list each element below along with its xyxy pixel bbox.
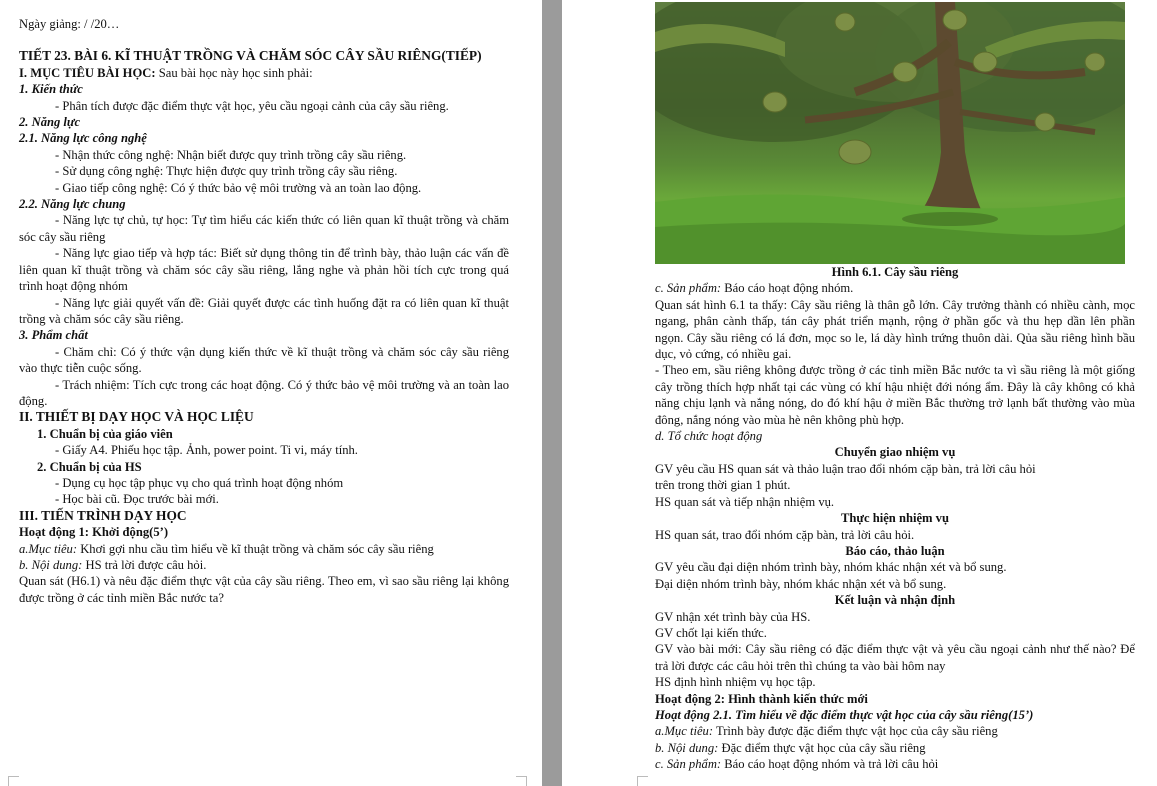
activity-2-1-heading: Hoạt động 2.1. Tìm hiểu về đặc điểm thực vật học của cây sầu riêng(15’)	[655, 707, 1034, 722]
activity-1-heading: Hoạt động 1: Khởi động(5’)	[19, 525, 169, 540]
assign-line: trên trong thời gian 1 phút.	[655, 478, 791, 493]
competence-heading: 2. Năng lực	[19, 115, 81, 130]
right-column	[655, 0, 1135, 773]
reason-paragraph: - Theo em, sầu riêng không được trồng ở các tỉnh miền Bắc nước ta vì sầu riêng là một giống cây trồng thích hợp nhất tại các vùng có khí hậu nhiệt đới nóng ẩm. Đây là cây không có khả năng chịu lạnh và nắng nóng, do đó khí hậu ở miền Bắc thường trở lạnh bất thường vào mùa đông, nắng nóng vào mùa hè nên không phù hợp.	[655, 363, 1135, 427]
conclude-line: HS định hình nhiệm vụ học tập.	[655, 675, 816, 690]
product-line	[655, 280, 1135, 296]
product-label: c. Sản phẩm:	[655, 281, 722, 296]
crop-mark	[637, 776, 648, 786]
observation-paragraph: Quan sát hình 6.1 ta thấy: Cây sầu riêng là thân gỗ lớn. Cây trưởng thành có nhiều cành, mọc ngang, phân cành thấp, tán cây phát triển mạnh, rộng ở phần gốc và thu hẹp dần lên phần ngọn. Cây sầu riêng có lá đơn, mọc so le, lá dày hình trứng thuôn dài. Qủa sầu riêng hình bầu dục, vỏ cứng, có nhiều gai.	[655, 297, 1135, 362]
knowledge-item: - Phân tích được đặc điểm thực vật học, yêu cầu ngoại cảnh của cây sầu riêng.	[55, 98, 449, 113]
crop-mark	[8, 776, 19, 786]
product-text: Báo cáo hoạt động nhóm.	[721, 281, 854, 296]
student-prep-item: - Dụng cụ học tập phục vụ cho quá trình hoạt động nhóm	[55, 475, 344, 490]
left-column	[19, 0, 509, 606]
report-heading: Báo cáo, thảo luận	[845, 543, 945, 558]
section-1-heading: I. MỤC TIÊU BÀI HỌC:	[19, 65, 156, 80]
student-prep-item: - Học bài cũ. Đọc trước bài mới.	[55, 492, 219, 507]
conclude-line: GV chốt lại kiến thức.	[655, 625, 767, 640]
teacher-prep-heading: 1. Chuẩn bị của giáo viên	[37, 426, 173, 441]
right-page	[562, 0, 1157, 786]
general-competence-heading: 2.2. Năng lực chung	[19, 197, 126, 212]
quality-item: - Chăm chỉ: Có ý thức vận dụng kiến thức về kĩ thuật trồng và chăm sóc cây sầu riêng vào thực tiễn cuộc sống.	[19, 344, 509, 376]
section-3-heading: III. TIẾN TRÌNH DẠY HỌC	[19, 507, 187, 523]
knowledge-heading: 1. Kiến thức	[19, 82, 83, 97]
conclude-line: GV nhận xét trình bày của HS.	[655, 609, 811, 624]
activity-1-goal-label: a.Mục tiêu:	[19, 541, 78, 556]
conclude-heading: Kết luận và nhận định	[834, 593, 956, 608]
activity-2-1-content-text: Đặc điểm thực vật học của cây sầu riêng	[718, 740, 926, 755]
organization-label: d. Tổ chức hoạt động	[655, 429, 763, 444]
tech-competence-item: - Giao tiếp công nghệ: Có ý thức bảo vệ môi trường và an toàn lao động.	[55, 180, 422, 195]
assign-line: HS quan sát và tiếp nhận nhiệm vụ.	[655, 494, 835, 509]
general-competence-item: - Năng lực giải quyết vấn đề: Giải quyết được các tình huống đặt ra có liên quan kĩ thuật trồng và chăm sóc cây sầu riêng.	[19, 295, 509, 326]
activity-2-1-product-label: c. Sản phẩm:	[655, 757, 722, 772]
activity-1-goal	[19, 541, 509, 557]
activity-2-1-goal	[655, 723, 1135, 739]
activity-2-1-product-text: Báo cáo hoạt động nhóm và trả lời câu hỏi	[721, 757, 939, 772]
activity-1-content-label: b. Nội dung:	[19, 558, 83, 572]
durian-tree-illustration	[655, 2, 1125, 264]
activity-1-content	[19, 557, 509, 573]
section-1-intro: Sau bài học này học sinh phải:	[155, 65, 313, 80]
tech-competence-heading: 2.1. Năng lực công nghệ	[19, 131, 147, 146]
durian-tree-image	[655, 2, 1125, 264]
quality-item: - Trách nhiệm: Tích cực trong các hoạt động. Có ý thức bảo vệ môi trường và an toàn lao động.	[19, 377, 509, 408]
tech-competence-item: - Sử dụng công nghệ: Thực hiện được quy trình trồng cây sầu riêng.	[55, 164, 398, 179]
lesson-title: TIẾT 23. BÀI 6. KĨ THUẬT TRỒNG VÀ CHĂM SÓC CÂY SẦU RIÊNG(TIẾP)	[19, 48, 482, 64]
general-competence-item: - Năng lực giao tiếp và hợp tác: Biết sử dụng thông tin để trình bày, thảo luận các vấn đề liên quan kĩ thuật trồng và chăm sóc cây sầu riêng, lắng nghe và phản hồi tích cực trong quá trình hoạt động nhóm	[19, 246, 509, 294]
activity-2-1-content	[655, 740, 1135, 756]
assign-heading: Chuyển giao nhiệm vụ	[834, 445, 956, 460]
activity-2-1-goal-label: a.Mục tiêu:	[655, 724, 714, 739]
crop-mark	[516, 776, 527, 786]
activity-2-1-product	[655, 756, 1135, 772]
left-page	[0, 0, 542, 786]
activity-2-1-content-label: b. Nội dung:	[655, 740, 719, 755]
activity-1-content-text: HS trả lời được câu hỏi.	[82, 558, 207, 572]
report-line: GV yêu cầu đại diện nhóm trình bày, nhóm khác nhận xét và bổ sung.	[655, 560, 1007, 575]
tech-competence-item: - Nhận thức công nghệ: Nhận biết được quy trình trồng cây sầu riêng.	[55, 147, 407, 162]
activity-2-heading: Hoạt động 2: Hình thành kiến thức mới	[655, 691, 868, 706]
general-competence-item: - Năng lực tự chủ, tự học: Tự tìm hiểu các kiến thức có liên quan kĩ thuật trồng và chăm sóc cây sầu riêng	[19, 213, 509, 244]
do-heading: Thực hiện nhiệm vụ	[841, 511, 949, 526]
activity-1-goal-text: Khơi gợi nhu cầu tìm hiểu về kĩ thuật trồng và chăm sóc cây sầu riêng	[77, 541, 434, 556]
activity-2-1-goal-text: Trình bày được đặc điểm thực vật học của cây sầu riêng	[713, 724, 998, 739]
conclude-line: GV vào bài mới: Cây sầu riêng có đặc điểm thực vật và yêu cầu ngoại cảnh như thế nào? Để trả lời được các câu hỏi trên thì chúng ta vào bài hôm nay	[655, 642, 1135, 673]
date-line: Ngày giảng: / /20…	[19, 17, 120, 31]
figure-caption: Hình 6.1. Cây sầu riêng	[831, 265, 959, 279]
report-line: Đại diện nhóm trình bày, nhóm khác nhận xét và bổ sung.	[655, 576, 947, 591]
section-1-line	[19, 65, 509, 81]
section-2-heading: II. THIẾT BỊ DẠY HỌC VÀ HỌC LIỆU	[19, 409, 254, 425]
student-prep-heading: 2. Chuẩn bị của HS	[37, 459, 142, 474]
do-line: HS quan sát, trao đổi nhóm cặp bàn, trả lời câu hỏi.	[655, 527, 915, 542]
activity-1-question: Quan sát (H6.1) và nêu đặc điểm thực vật của cây sầu riêng. Theo em, vì sao sầu riêng lại không được trồng ở các tỉnh miền Bắc nước ta?	[19, 574, 509, 605]
assign-line: GV yêu cầu HS quan sát và thảo luận trao đổi nhóm cặp bàn, trả lời câu hỏi	[655, 461, 1036, 476]
quality-heading: 3. Phẩm chất	[19, 328, 88, 343]
teacher-prep-item: - Giấy A4. Phiếu học tập. Ảnh, power point. Ti vi, máy tính.	[55, 443, 358, 458]
